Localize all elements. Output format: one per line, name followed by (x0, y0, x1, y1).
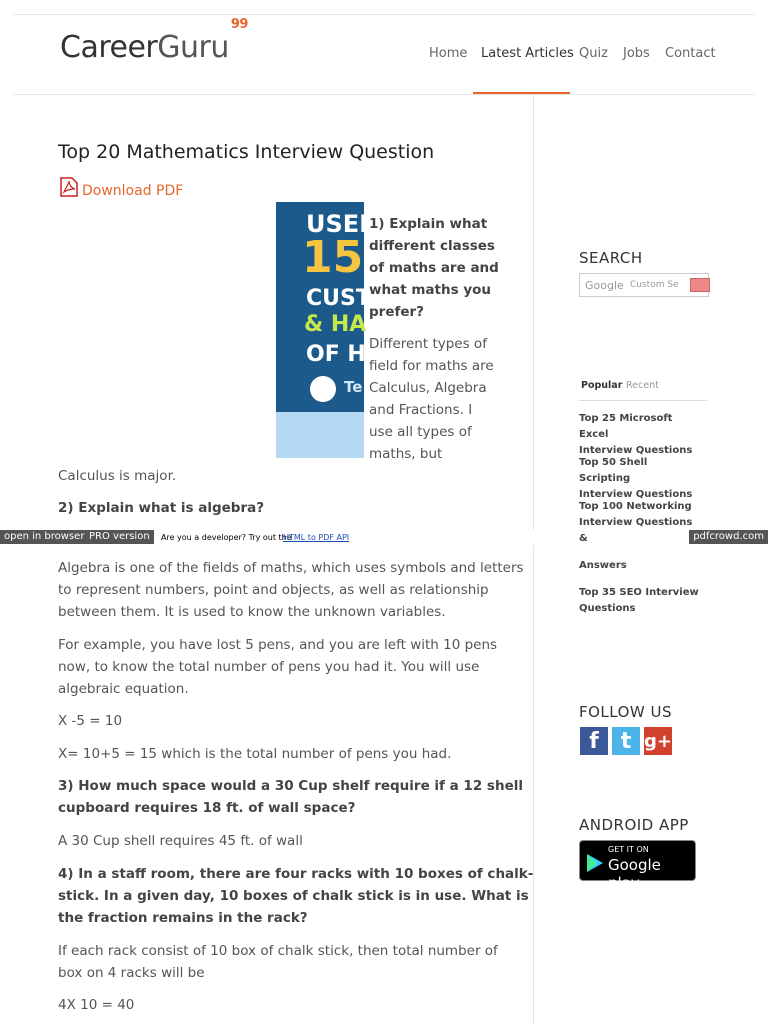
ad-text-line: OF H (306, 342, 366, 367)
google-label: Google (585, 279, 624, 292)
sidebar-link[interactable] (579, 411, 699, 459)
answer-line: now, to know the total number of pens you had it. You will use (58, 659, 480, 675)
sidebar-link[interactable] (579, 585, 699, 617)
sidebar-link[interactable] (579, 499, 699, 547)
question-1 (369, 213, 499, 323)
ad-text-line: USED (306, 210, 380, 238)
search-box[interactable] (579, 273, 709, 297)
question-line: the fraction remains in the rack? (58, 910, 308, 926)
play-store-icon (585, 853, 605, 873)
ad-text-line: & HA (304, 312, 367, 337)
site-logo[interactable] (60, 17, 248, 65)
link-line: Top 35 SEO Interview (579, 587, 699, 598)
answer-line: box on 4 racks will be (58, 965, 205, 981)
badge-small-text: GET IT ON (608, 845, 649, 854)
sidebar-link[interactable] (579, 455, 699, 503)
pdf-icon[interactable] (60, 177, 78, 201)
link-line: Top 25 Microsoft Excel (579, 413, 673, 440)
answer-2 (58, 557, 524, 623)
question-line: prefer? (369, 304, 424, 320)
nav-contact[interactable]: Contact (665, 46, 716, 61)
question-line: cupboard requires 18 ft. of wall space? (58, 800, 356, 816)
link-line: Questions (579, 603, 636, 614)
tab-divider (579, 400, 707, 401)
google-play-badge[interactable] (579, 840, 696, 892)
download-pdf-link[interactable]: Download PDF (82, 183, 184, 199)
follow-heading: FOLLOW US (579, 703, 673, 721)
question-line: 1) Explain what (369, 216, 488, 232)
ad-text-line: CUST (306, 286, 371, 311)
pro-version-button[interactable]: PRO version (85, 530, 154, 544)
tab-popular[interactable]: Popular (581, 380, 623, 391)
answer-1-end: Calculus is major. (58, 468, 177, 484)
advertisement-banner[interactable] (276, 202, 380, 458)
pdfcrowd-brand[interactable]: pdfcrowd.com (689, 530, 768, 544)
answer-line: use all types of (369, 424, 472, 440)
question-line: what maths you (369, 282, 492, 298)
answer-1 (369, 333, 494, 465)
google-plus-icon[interactable]: g+ (644, 727, 672, 755)
logo-career: Career (60, 30, 158, 65)
twitter-icon[interactable]: t (612, 727, 640, 755)
equation-3: 4X 10 = 40 (58, 997, 135, 1013)
question-line: 3) How much space would a 30 Cup shelf require if a 12 shell (58, 778, 523, 794)
search-icon[interactable] (690, 278, 710, 292)
search-input[interactable]: Custom Se (630, 280, 679, 290)
answer-line: maths, but (369, 446, 443, 462)
answer-line: between them. It is used to know the unknown variables. (58, 604, 446, 620)
link-line: Top 50 Shell Scripting (579, 457, 648, 484)
answer-line: to represent numbers, point and objects, as well as relationship (58, 582, 489, 598)
question-3 (58, 775, 523, 819)
ad-text-line: 15 (302, 232, 364, 283)
link-line: Top 100 Networking (579, 501, 692, 512)
answer-line: algebraic equation. (58, 681, 189, 697)
question-line: 4) In a staff room, there are four racks with 10 boxes of chalk- (58, 866, 534, 882)
answer-line: Different types of (369, 336, 487, 352)
answer-line: and Fractions. I (369, 402, 473, 418)
html-to-pdf-link[interactable]: HTML to PDF API (283, 533, 350, 542)
link-line: Interview Questions (579, 489, 693, 500)
answer-line: If each rack consist of 10 box of chalk stick, then total number of (58, 943, 498, 959)
answer-line: Calculus, Algebra (369, 380, 487, 396)
nav-home[interactable]: Home (429, 46, 468, 61)
top-border (14, 14, 754, 15)
nav-quiz[interactable]: Quiz (579, 46, 608, 61)
tab-recent[interactable]: Recent (626, 380, 659, 391)
open-in-browser-button[interactable]: open in browser (0, 530, 88, 544)
link-line: Answers (579, 560, 627, 571)
header-divider (14, 94, 754, 95)
question-2: 2) Explain what is algebra? (58, 500, 265, 516)
nav-jobs[interactable]: Jobs (623, 46, 650, 61)
question-line: different classes (369, 238, 495, 254)
question-4 (58, 863, 533, 929)
question-line: of maths are and (369, 260, 499, 276)
search-heading: SEARCH (579, 249, 643, 267)
sidebar-link[interactable] (579, 558, 699, 574)
answer-4 (58, 940, 498, 984)
ad-logo-icon (310, 376, 336, 402)
logo-guru: Guru (157, 30, 229, 65)
facebook-icon[interactable]: f (580, 727, 608, 755)
page-title: Top 20 Mathematics Interview Question (58, 141, 435, 163)
logo-superscript: 99 (230, 17, 248, 32)
link-line: Interview Questions & (579, 517, 693, 544)
answer-line: Algebra is one of the fields of maths, which uses symbols and letters (58, 560, 524, 576)
nav-latest-articles[interactable]: Latest Articles (481, 46, 574, 61)
developer-text: Are you a developer? Try out the (161, 533, 292, 542)
badge-big-text: Google play (608, 856, 661, 892)
answer-3: A 30 Cup shell requires 45 ft. of wall (58, 833, 303, 849)
link-line: Interview Questions (579, 445, 693, 456)
answer-2-example (58, 634, 497, 700)
answer-line: field for maths are (369, 358, 494, 374)
equation-2: X= 10+5 = 15 which is the total number of pens you had. (58, 746, 452, 762)
equation-1: X -5 = 10 (58, 713, 123, 729)
android-heading: ANDROID APP (579, 816, 689, 834)
answer-line: For example, you have lost 5 pens, and you are left with 10 pens (58, 637, 498, 653)
ad-text-line: Te (344, 378, 363, 396)
question-line: stick. In a given day, 10 boxes of chalk stick is in use. What is (58, 888, 529, 904)
